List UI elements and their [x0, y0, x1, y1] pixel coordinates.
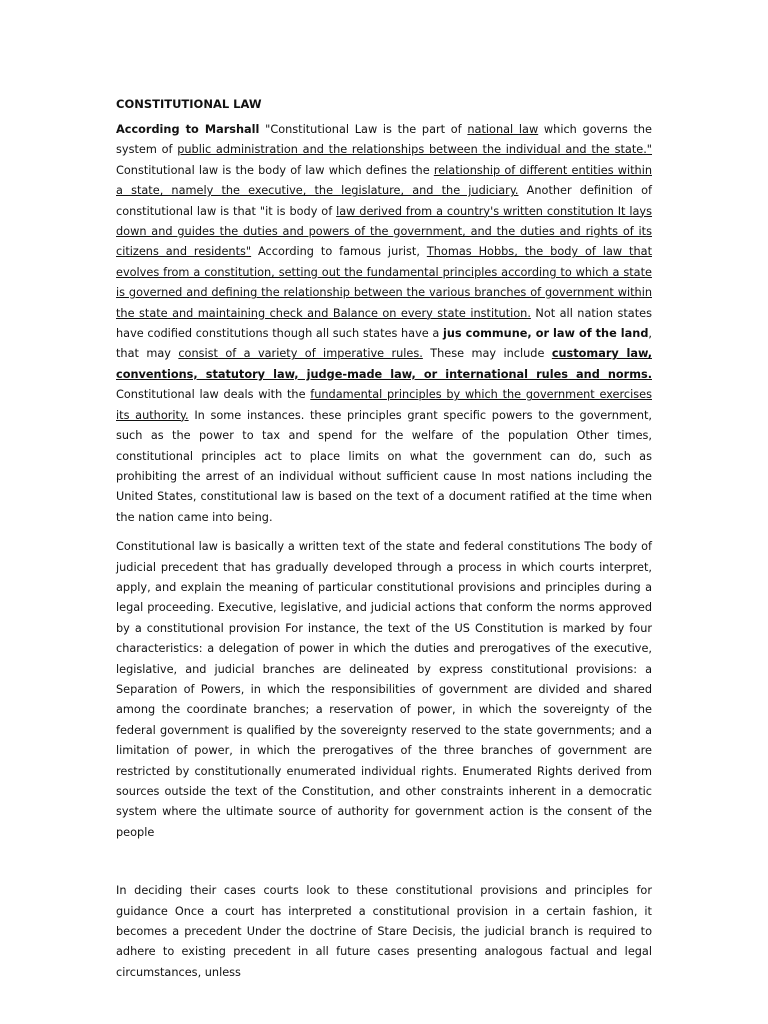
underlined-text: public administration and the relationships between the individual and the state." [177, 143, 652, 157]
text-run: which governs the system of [116, 123, 653, 157]
document-page [116, 96, 652, 983]
text-run: Constitutional law is the body of law which defines the [116, 163, 434, 177]
text-run: These may include [422, 347, 552, 361]
text-run: Not all nation states have codified constitutions though all such states have a [116, 306, 652, 341]
paragraph-3: In deciding their cases courts look to these constitutional provisions and principles for guidance Once a court has interpreted a constitutional provision in a certain fashion, it becomes a precedent Under the doctrine of Stare Decisis, the judicial branch is required to adhere to existing precedent in all future cases presenting analogous factual and legal circumstances, unless [116, 884, 652, 979]
paragraph-1 [116, 120, 652, 528]
text-run: Constitutional law deals with the [116, 388, 311, 402]
text-run: According to famous jurist, [251, 245, 427, 259]
text-run: , that may [116, 327, 652, 361]
underlined-text: national law [467, 123, 539, 136]
underlined-text: fundamental principles by which the government exercises its authority. [116, 388, 652, 422]
text-run: Another definition of constitutional law is that "it is body of [116, 184, 652, 218]
underlined-text: consist of a variety of imperative rules. [178, 347, 423, 361]
text-run: "Constitutional Law is the part of [259, 123, 468, 136]
text-run: According to Marshall [116, 123, 260, 136]
underlined-text: law derived from a country's written constitution It lays down and guides the duties and powers of the government, and the duties and rights of its citizens and residents" [116, 204, 653, 259]
underlined-text: relationship of different entities within a state, namely the executive, the legislature, and the judiciary. [116, 163, 652, 198]
text-run: In some instances. these principles grant specific powers to the government, such as the power to tax and spend for the welfare of the population Other times, constitutional principles act to place limits on what the government can do, such as prohibiting the arrest of an individual without sufficient cause In most nations including the United States, constitutional law is based on the text of a document ratified at the time when the nation came into being. [116, 408, 652, 524]
document-title: CONSTITUTIONAL LAW [116, 97, 262, 111]
bold-underlined-text: customary law, conventions, statutory law, judge-made law, or international rules and norms. [116, 347, 652, 381]
paragraph-2: Constitutional law is basically a written text of the state and federal constitutions The body of judicial precedent that has gradually developed through a process in which courts interpret, apply, and explain the meaning of particular constitutional provisions and principles during a legal proceeding. Executive, legislative, and judicial actions that conform the norms approved by a constitutional provision For instance, the text of the US Constitution is marked by four characteristics: a delegation of power in which the duties and prerogatives of the executive, legislative, and judicial branches are delineated by express constitutional provisions: a Separation of Powers, in which the responsibilities of government are divided and shared among the coordinate branches; a reservation of power, in which the sovereignty of the federal government is qualified by the sovereignty reserved to the state governments; and a limitation of power, in which the prerogatives of the three branches of government are restricted by constitutionally enumerated individual rights. Enumerated Rights derived from sources outside the text of the Constitution, and other constraints inherent in a democratic system where the ultimate source of authority for government action is the consent of the people [116, 540, 652, 839]
underlined-text: Thomas Hobbs, the body of law that evolves from a constitution, setting out the fundamental principles according to which a state is governed and defining the relationship between the various branches of government within the state and maintaining check and Balance on every state institution. [116, 245, 652, 320]
bold-text: jus commune, or law of the land [443, 327, 649, 341]
